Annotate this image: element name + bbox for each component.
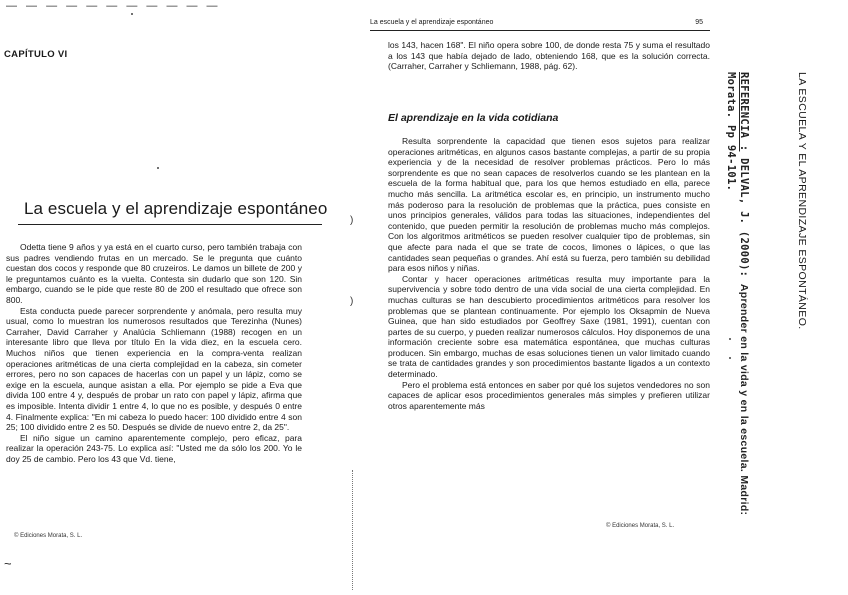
right-body-text xyxy=(388,136,710,411)
binding-mark: ) xyxy=(350,296,354,307)
handwritten-reference xyxy=(738,72,750,515)
right-paragraph-3: Pero el problema está entonces en saber por qué los sujetos vendedores no son capaces de aplicar esos procedimientos generales más simples y prefieren utilizar otros aparentemente más xyxy=(388,379,710,411)
title-rule xyxy=(18,224,322,225)
left-footer: © Ediciones Morata, S. L. xyxy=(14,533,83,539)
running-head xyxy=(370,19,715,29)
scan-speck xyxy=(131,13,133,15)
running-head-title: La escuela y el aprendizaje espontáneo xyxy=(370,19,494,26)
head-rule xyxy=(370,30,710,31)
left-paragraph-2: Esta conducta puede parecer sorprendente y anómala, pero resulta muy usual, como lo muestran los numerosos resultados que Terezinha (Nunes) Carraher, David Carraher y Analúcia Schliemann (1988) recogen en un interesante libro que lleva por título En la vida diez, en la escuela cero. Muchos niños que tienen experiencia en la compra-venta realizan operaciones aritméticas de una cierta complejidad en la cabeza, sin cometer errores, pero no son capaces de hacerlas con un papel y un lápiz, como se exige en la escuela, aunque asistan a ella. Por ejemplo se pide a Eva que divida 100 entre 4 y, después de probar un rato con papel y lápiz, afirma que es imposible. Intenta dividir 1 entre 4, lo que no es posible, y después 0 entre 4. Finalmente explica: "En mi cabeza lo puedo hacer: 100 dividido entre 4 son 25; 100 dividido entre 2 es 50. Después se divide de nuevo entre 2, da 25". xyxy=(6,305,302,433)
right-page xyxy=(370,0,715,595)
right-top-paragraph: los 143, hacen 168". El niño opera sobre 100, de donde resta 75 y suma el resultado a los 143 que había dejado de lado, obteniendo 168, que es la solución correcta. (Carraher, Carraher y Schliemann, 1988, pág. 62). xyxy=(388,40,710,72)
left-paragraph-3: El niño sigue un camino aparentemente complejo, pero eficaz, para realizar la operación 243-75. Lo explica así: "Usted me da sólo los 200. Yo le doy 25 de cambio. Pero los 43 que Vd. tiene, xyxy=(6,432,302,464)
right-top-text xyxy=(388,40,710,72)
left-paragraph-1: Odetta tiene 9 años y ya está en el cuarto curso, pero también trabaja con sus padres vendiendo frutas en un mercado. Se le pregunta que cuánto cuestan dos cocos y responde que 80 cruzeiros. Le damos un billete de 200 y le preguntamos cuánto es la vuelta. Contesta sin dudarlo que son 120. Sin embargo, cuando se le pide que reste 80 de 200 el resultado que ofrece son 800. xyxy=(6,242,302,305)
corner-mark: ~ xyxy=(4,556,12,571)
chapter-label: CAPÍTULO VI xyxy=(4,49,68,60)
top-dashes: — — — — — — — — — — — xyxy=(6,0,221,12)
scan-speck xyxy=(157,167,159,169)
left-page xyxy=(0,0,352,595)
right-footer: © Ediciones Morata, S. L. xyxy=(606,523,675,529)
handwritten-title: Aprender en la vida y en la escuela. Madrid: xyxy=(738,283,750,516)
chapter-title: La escuela y el aprendizaje espontáneo xyxy=(24,199,328,218)
handwritten-reference-line2: Morata. Pp 94-101. xyxy=(725,72,737,192)
page-number: 95 xyxy=(695,19,703,26)
vertical-title: LA ESCUELA Y EL APRENDIZAJE ESPONTÁNEO. xyxy=(796,72,808,330)
right-paragraph-1: Resulta sorprendente la capacidad que tienen esos sujetos para realizar operaciones aritméticas, en algunos casos bastante complejas, a partir de su propia experiencia y de la necesidad de resolver problemas prácticos. Pero lo más sorprendente es que no sean capaces de resolverlos cuando se les plantean en la escuela de la forma habitual que, para los que hemos estudiado en ella, parece mucho más sencilla. La aritmética escolar es, en principio, un instrumento mucho más poderoso para la resolución de problemas que la práctica, pues consiste en unos principios generales, válidos para todas las situaciones, independientes del contenido, que pueden permitir la resolución de problemas mucho más complejos. Con los algoritmos aritméticos se pueden resolver cualquier tipo de problemas, sin que afecte para nada el que se trate de cocos, limones o lápices, o que las cantidades sean pequeñas o grandes. Ahí está su fuerza, pero también su debilidad para esos niños y niñas. xyxy=(388,136,710,274)
handwritten-label: REFERENCIA : xyxy=(738,72,750,152)
right-paragraph-2: Contar y hacer operaciones aritméticas resulta muy importante para la supervivencia y sobre todo dentro de una vida social de una cierta complejidad. En muchas culturas se han descubierto procedimientos aritméticos para resolver los problemas que se plantean continuamente. Por ejemplo los Oksapmin de Nueva Guinea, que han sido estudiados por Geoffrey Saxe (1981, 1991), cuentan con partes de su cuerpo, y pueden realizar numerosos cálculos. Hoy disponemos de una información creciente sobre esa matemática espontánea, que muchas culturas producen. Sin embargo, muchas de esas soluciones tienen un valor limitado cuando se trata de cantidades grandes y son procedimientos bastante ligados a un contexto determinado. xyxy=(388,273,710,380)
left-body-text xyxy=(6,242,302,464)
handwritten-author: DELVAL, J. (2000): xyxy=(738,158,750,278)
scan-edge xyxy=(352,470,363,590)
section-heading: El aprendizaje en la vida cotidiana xyxy=(388,112,559,124)
scan-speck xyxy=(729,357,731,359)
binding-mark: ) xyxy=(350,215,354,226)
scan-speck xyxy=(729,338,731,340)
